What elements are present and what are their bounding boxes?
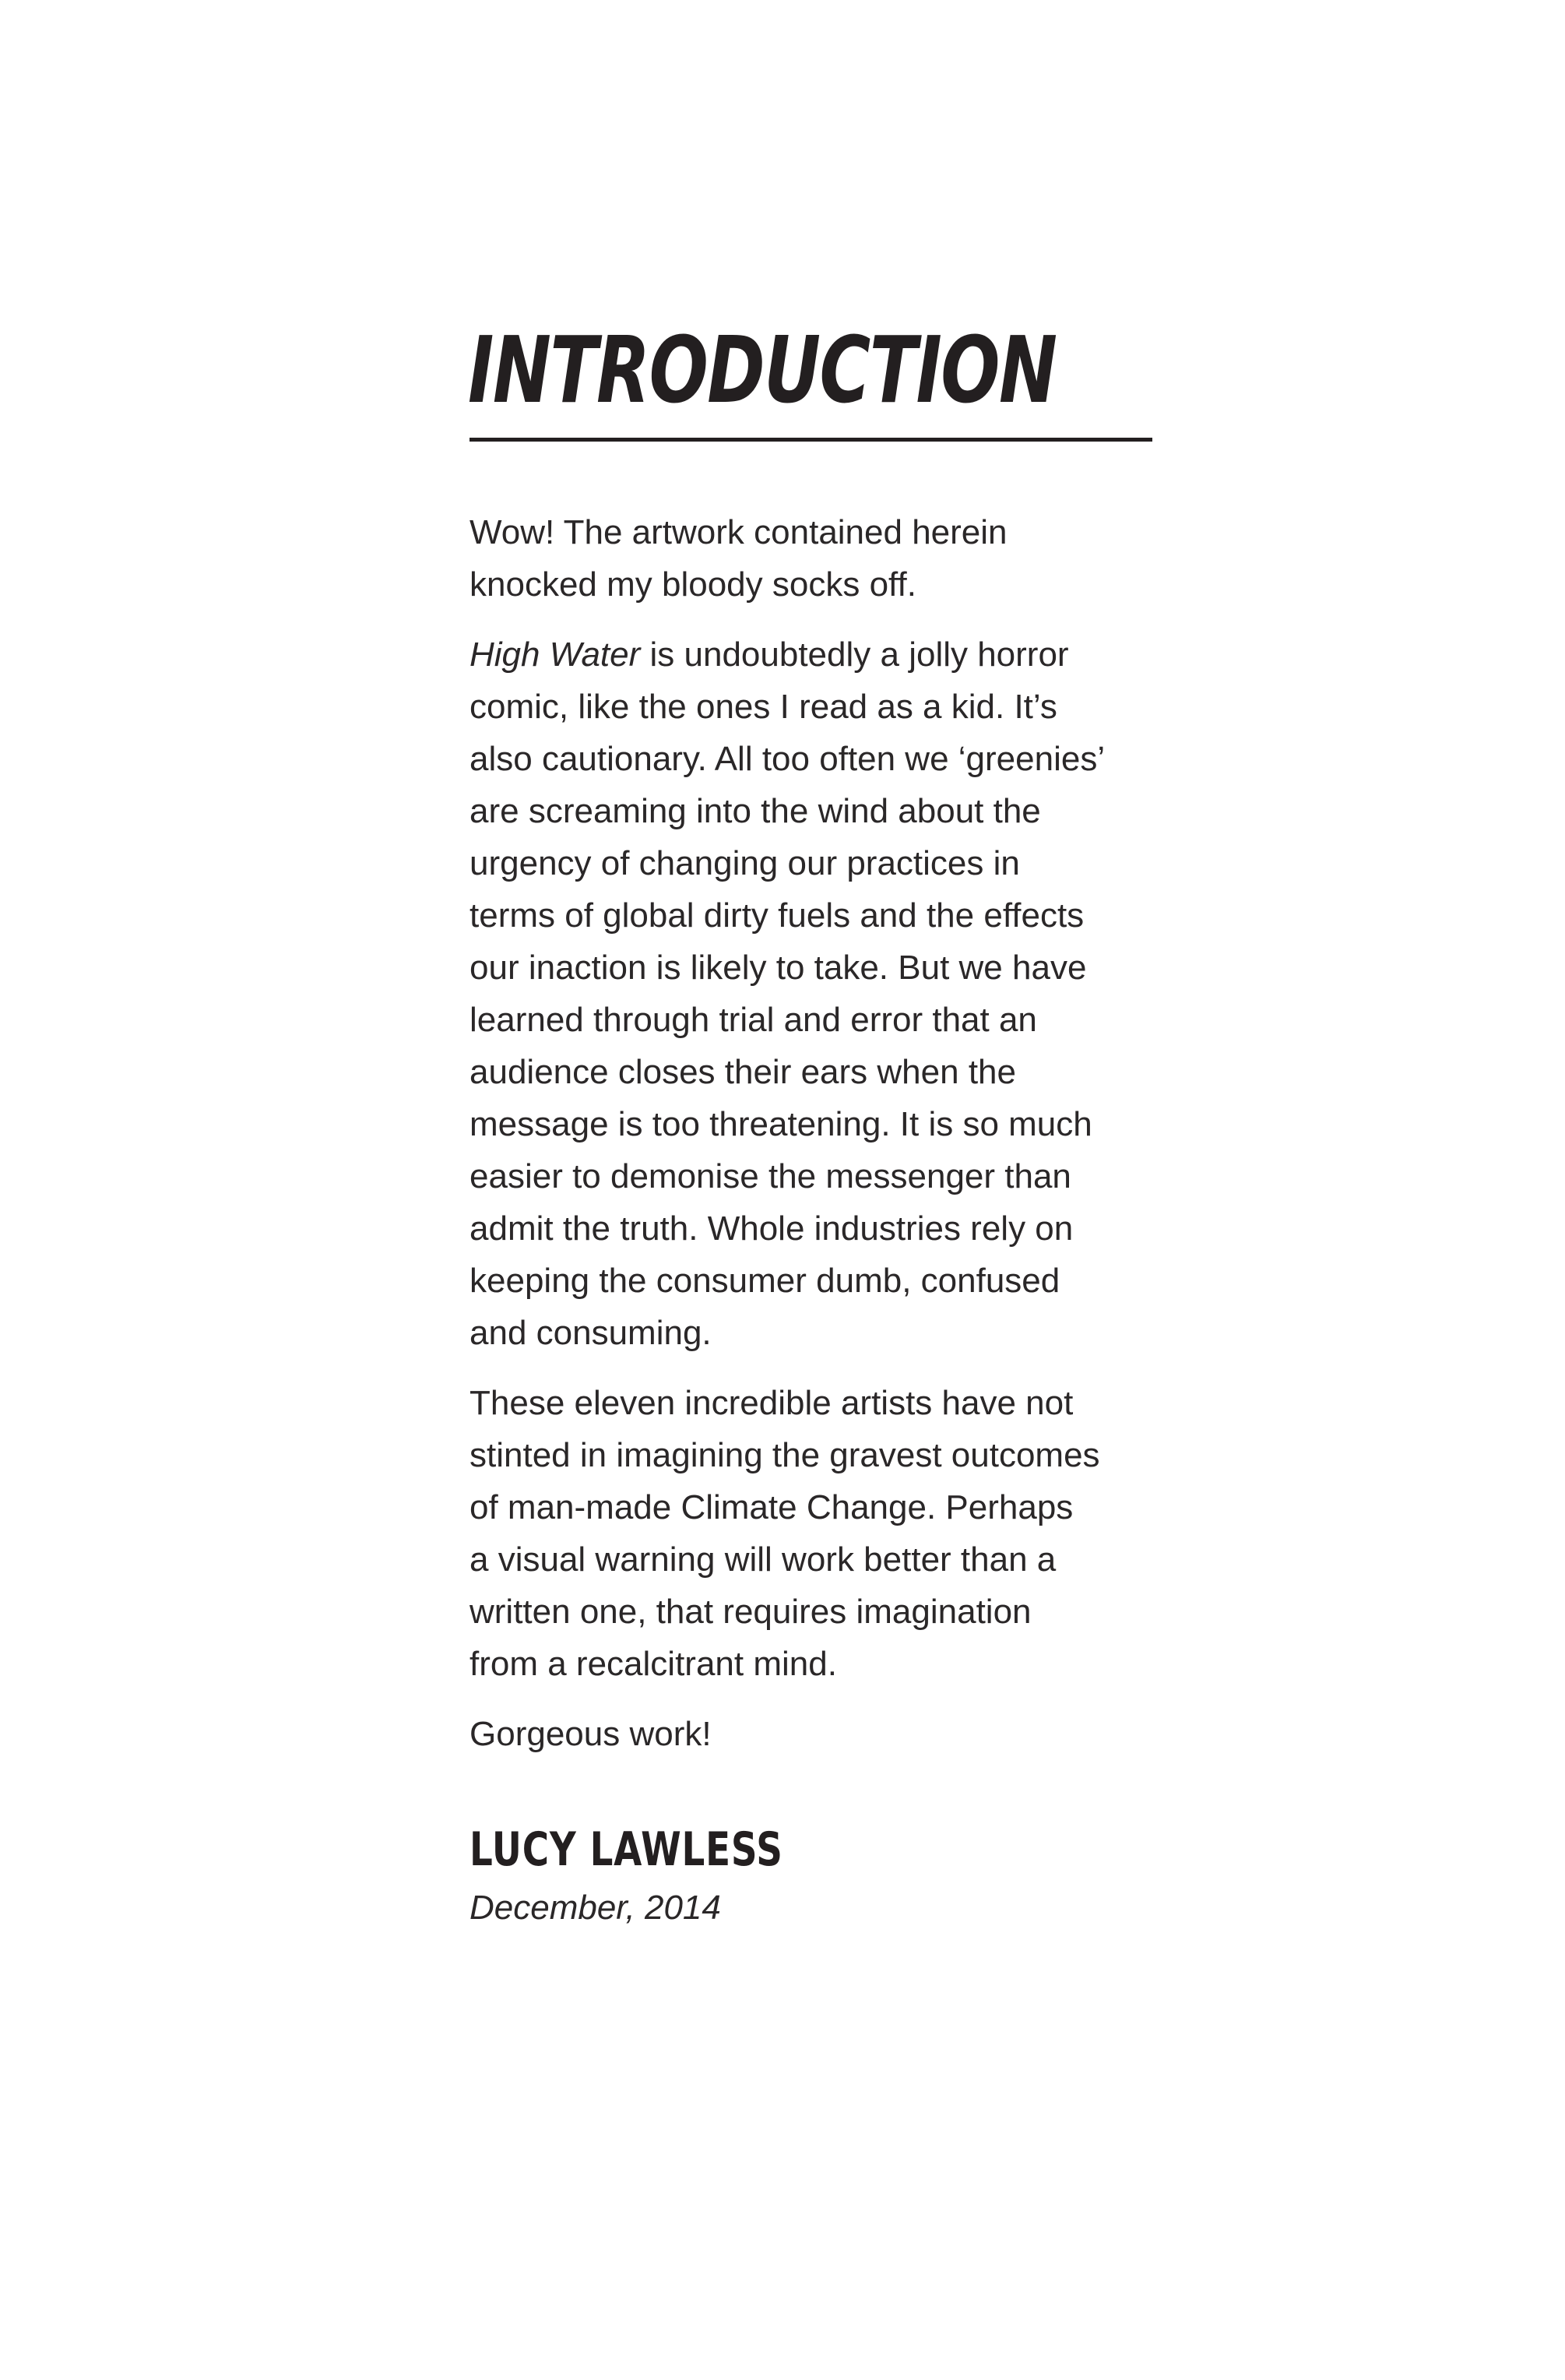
introduction-body bbox=[470, 506, 1155, 1778]
text-line: learned through trial and error that an bbox=[470, 1001, 1037, 1039]
text-line: easier to demonise the messenger than bbox=[470, 1157, 1071, 1195]
author-name: LUCY LAWLESS bbox=[470, 1822, 783, 1877]
paragraph-3 bbox=[470, 1377, 1155, 1690]
text-line: from a recalcitrant mind. bbox=[470, 1645, 837, 1683]
title-underline-divider bbox=[470, 438, 1152, 442]
text-line: stinted in imagining the gravest outcomes bbox=[470, 1436, 1100, 1474]
text-line: comic, like the ones I read as a kid. It’s bbox=[470, 688, 1057, 726]
text-line: Wow! The artwork contained herein bbox=[470, 513, 1008, 551]
text-line: keeping the consumer dumb, confused bbox=[470, 1262, 1060, 1300]
text-line: knocked my bloody socks off. bbox=[470, 565, 916, 604]
text-line: of man-made Climate Change. Perhaps bbox=[470, 1488, 1074, 1526]
text-line: These eleven incredible artists have not bbox=[470, 1384, 1074, 1422]
text-line-first bbox=[470, 628, 1155, 681]
text-line: terms of global dirty fuels and the effects bbox=[470, 896, 1085, 935]
text-line: message is too threatening. It is so much bbox=[470, 1105, 1092, 1143]
book-title-italic: High Water bbox=[470, 635, 641, 674]
paragraph-4 bbox=[470, 1708, 1155, 1760]
text-line: and consuming. bbox=[470, 1314, 712, 1352]
page-title: INTRODUCTION bbox=[468, 316, 1057, 424]
text-line: our inaction is likely to take. But we have bbox=[470, 949, 1087, 987]
text-line: urgency of changing our practices in bbox=[470, 844, 1020, 882]
signature-date: December, 2014 bbox=[470, 1889, 721, 1927]
text-line: a visual warning will work better than a bbox=[470, 1540, 1057, 1579]
text-line: admit the truth. Whole industries rely on bbox=[470, 1209, 1074, 1248]
text-line: written one, that requires imagination bbox=[470, 1593, 1032, 1631]
text-line: also cautionary. All too often we ‘greenies’ bbox=[470, 740, 1106, 778]
text-line: Gorgeous work! bbox=[470, 1715, 712, 1753]
text-line: audience closes their ears when the bbox=[470, 1053, 1016, 1091]
paragraph-1 bbox=[470, 506, 1155, 611]
text-line-rest: is undoubtedly a jolly horror bbox=[640, 635, 1069, 674]
paragraph-2 bbox=[470, 628, 1155, 1359]
text-line: are screaming into the wind about the bbox=[470, 792, 1041, 830]
